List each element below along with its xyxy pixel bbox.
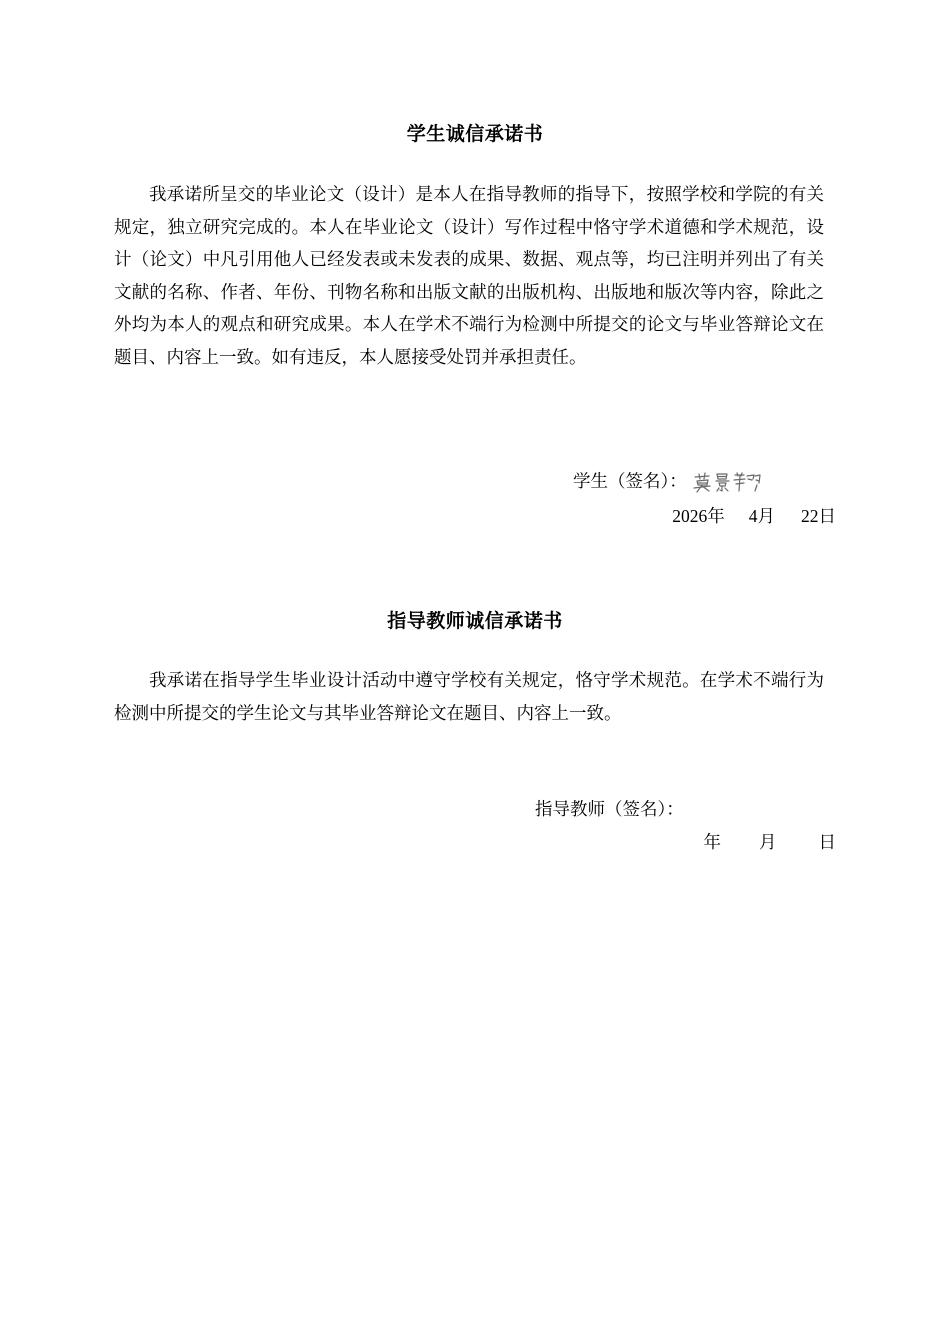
student-date-day-label: 日: [818, 507, 836, 527]
student-signature-line: [573, 468, 763, 498]
student-date-year: 2026: [672, 506, 708, 526]
student-pledge-title: 学生诚信承诺书: [406, 123, 544, 145]
advisor-date-line: [704, 829, 837, 854]
student-handwritten-signature: [691, 471, 763, 498]
student-date-month: 4: [748, 506, 758, 526]
student-date-year-label: 年: [707, 507, 725, 527]
student-date-day: 22: [801, 506, 819, 526]
advisor-signature-line: [535, 796, 684, 821]
student-pledge-body: 我承诺所呈交的毕业论文（设计）是本人在指导教师的指导下，按照学校和学院的有关规定，独立研究完成的。本人在毕业论文（设计）写作过程中恪守学术道德和学术规范，设计（论文）中凡引用他人已经发表或未发表的成果、数据、观点等，均已注明并列出了有关文献的名称、作者、年份、刊物名称和出版文献的出版机构、出版地和版次等内容，除此之外均为本人的观点和研究成果。本人在学术不端行为检测中所提交的论文与毕业答辩论文在题目、内容上一致。如有违反，本人愿接受处罚并承担责任。: [114, 185, 824, 368]
student-signature-label: 学生（签名）：: [573, 472, 687, 492]
advisor-pledge-body: 我承诺在指导学生毕业设计活动中遵守学校有关规定，恪守学术规范。在学术不端行为检测中所提交的学生论文与其毕业答辩论文在题目、内容上一致。: [114, 671, 824, 724]
advisor-date-year-label: 年: [703, 833, 721, 853]
advisor-pledge-title: 指导教师诚信承诺书: [387, 610, 563, 632]
student-date-line: [672, 503, 836, 528]
student-date-month-label: 月: [757, 507, 775, 527]
advisor-date-day-label: 日: [818, 833, 836, 853]
advisor-signature-label: 指导教师（签名）：: [535, 800, 684, 820]
advisor-date-month-label: 月: [759, 833, 777, 853]
